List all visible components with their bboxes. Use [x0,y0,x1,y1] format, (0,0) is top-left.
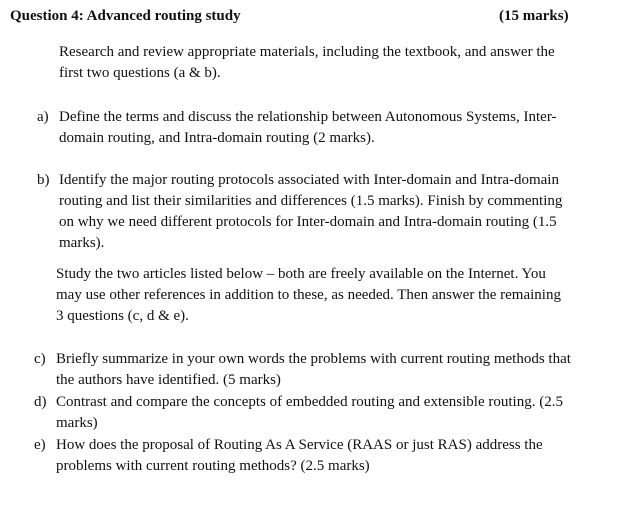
question-marks: (15 marks) [499,8,569,24]
intro-line: first two questions (a & b). [59,65,221,81]
study-line: may use other references in addition to these, as needed. Then answer the remaining [56,287,561,303]
question-title: Question 4: Advanced routing study [10,8,241,24]
item-line: Define the terms and discuss the relationship between Autonomous Systems, Inter- [59,109,557,125]
item-line: marks). [59,235,105,251]
item-text-c [56,349,571,391]
item-line: on why we need different protocols for Inter-domain and Intra-domain routing (1.5 [59,214,557,230]
item-line: domain routing, and Intra-domain routing (2 marks). [59,130,375,146]
item-label-c: c) [34,351,46,367]
item-line: routing and list their similarities and differences (1.5 marks). Finish by commenting [59,193,563,209]
item-line: marks) [56,415,98,431]
item-label-b: b) [37,172,50,188]
study-line: 3 questions (c, d & e). [56,308,189,324]
item-text-e [56,435,543,477]
item-line: Briefly summarize in your own words the problems with current routing methods that [56,351,571,367]
intro-paragraph [59,42,555,84]
intro-line: Research and review appropriate materials, including the textbook, and answer the [59,44,555,60]
item-text-b [59,170,562,254]
item-label-d: d) [34,394,47,410]
item-line: How does the proposal of Routing As A Service (RAAS or just RAS) address the [56,437,543,453]
item-line: Identify the major routing protocols associated with Inter-domain and Intra-domain [59,172,559,188]
item-label-a: a) [37,109,49,125]
item-label-e: e) [34,437,46,453]
question-heading [10,8,590,25]
item-text-a [59,107,557,149]
item-line: the authors have identified. (5 marks) [56,372,281,388]
study-line: Study the two articles listed below – both are freely available on the Internet. You [56,266,546,282]
item-line: problems with current routing methods? (2.5 marks) [56,458,370,474]
item-text-d [56,392,563,434]
item-line: Contrast and compare the concepts of embedded routing and extensible routing. (2.5 [56,394,563,410]
study-paragraph [56,264,561,327]
